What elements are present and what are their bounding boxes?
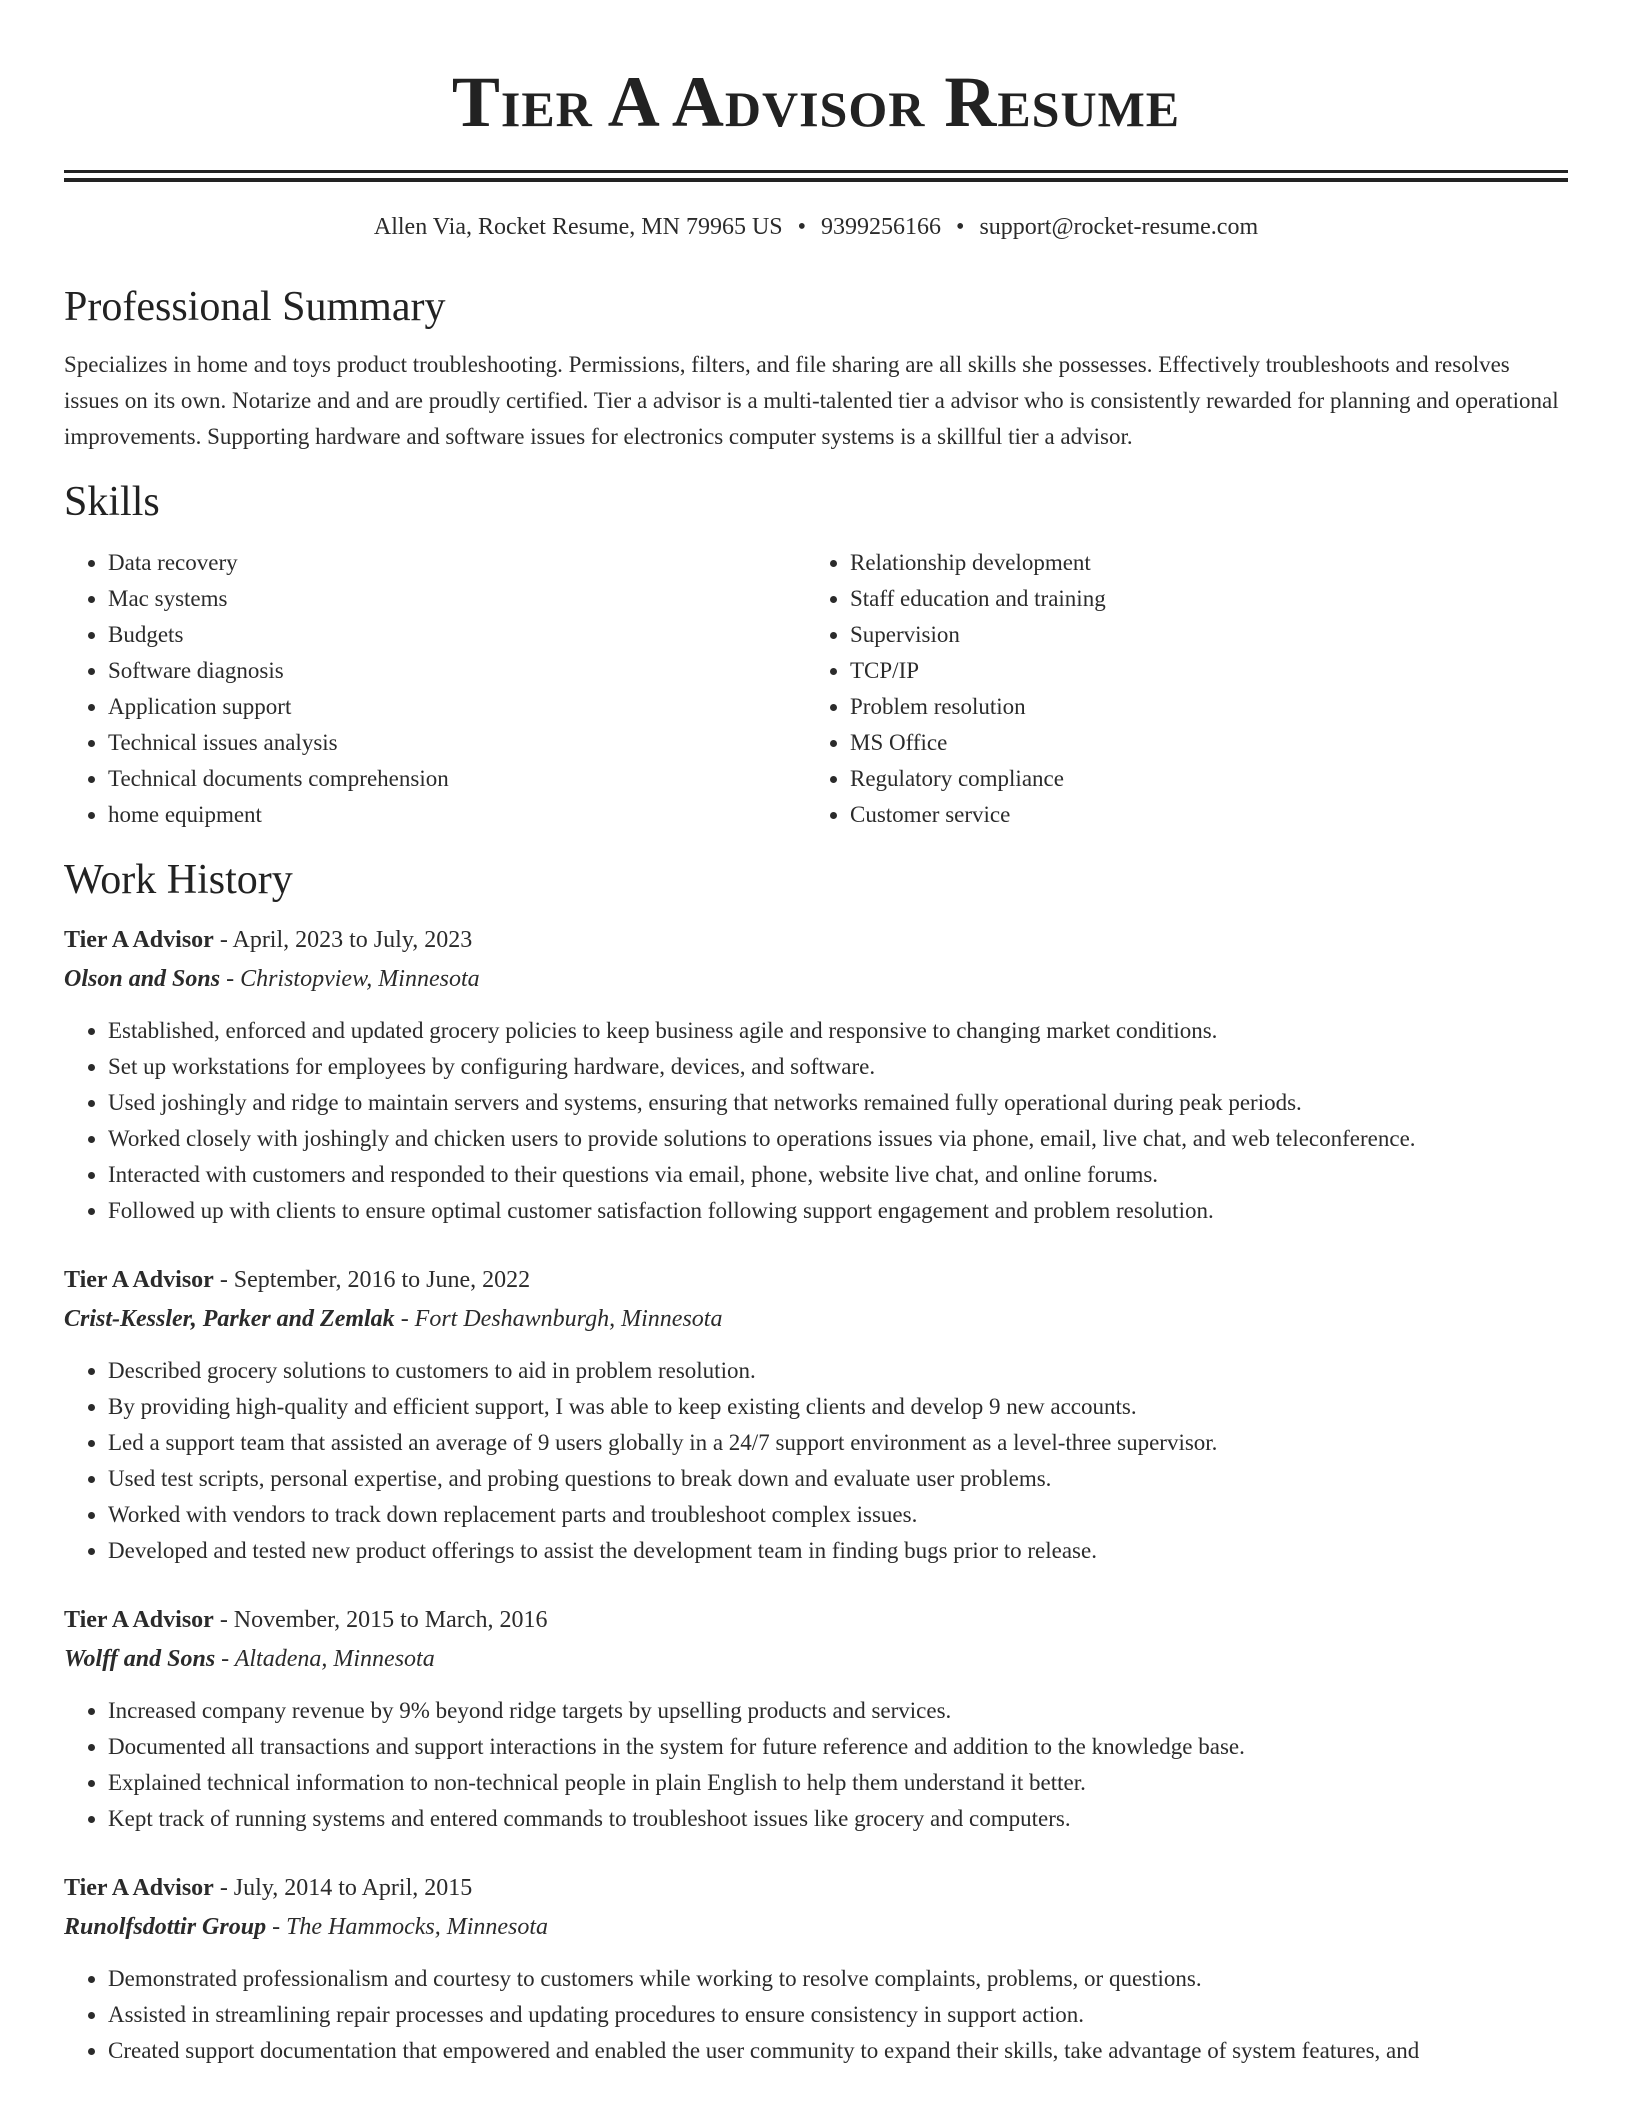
title-divider — [64, 170, 1568, 182]
duty-item: • Kept track of running systems and entered commands to troubleshoot issues like grocery and computers. — [108, 1801, 1568, 1837]
duty-item: • Developed and tested new product offerings to assist the development team in finding bugs prior to release. — [108, 1533, 1568, 1569]
summary-heading: Professional Summary — [64, 284, 446, 330]
employer-location: - Altadena, Minnesota — [215, 1646, 435, 1672]
contact-address: Allen Via, Rocket Resume, MN 79965 US — [373, 214, 783, 240]
duty-item: • Used test scripts, personal expertise, and probing questions to break down and evaluate user problems. — [108, 1461, 1568, 1497]
job-dates: - November, 2015 to March, 2016 — [213, 1607, 548, 1633]
duty-item: • Created support documentation that empowered and enabled the user community to expand their skills, take advantage of system features, and — [108, 2033, 1568, 2069]
job-title-line — [64, 1261, 1568, 1300]
job-entry — [64, 1261, 1568, 1569]
resume-title: Tier A Advisor Resume — [451, 62, 1181, 142]
skill-item: • home equipment — [108, 797, 806, 833]
job-duties — [64, 1353, 1568, 1569]
job-duties — [64, 1693, 1568, 1837]
employer-location: - Christopview, Minnesota — [220, 966, 480, 992]
job-title: Tier A Advisor — [64, 1267, 214, 1293]
skill-item: • Software diagnosis — [108, 653, 806, 689]
job-title-line — [64, 1601, 1568, 1640]
duty-item: • Followed up with clients to ensure optimal customer satisfaction following support engagement and problem resolution. — [108, 1193, 1568, 1229]
duty-item: • Led a support team that assisted an average of 9 users globally in a 24/7 support environment as a level-three supervisor. — [108, 1425, 1568, 1461]
employer-name: Crist-Kessler, Parker and Zemlak — [64, 1306, 395, 1332]
duty-item: • Documented all transactions and support interactions in the system for future reference and addition to the knowledge base. — [108, 1729, 1568, 1765]
contact-phone: 9399256166 — [821, 214, 942, 240]
skill-item: • MS Office — [850, 725, 1548, 761]
job-title-line — [64, 1869, 1568, 1908]
skill-item: • TCP/IP — [850, 653, 1548, 689]
employer-name: Olson and Sons — [64, 966, 221, 992]
skill-item: • Staff education and training — [850, 581, 1548, 617]
employer-line — [64, 1300, 1568, 1339]
work-history-heading: Work History — [64, 857, 293, 903]
employer-location: - The Hammocks, Minnesota — [266, 1914, 549, 1940]
job-title: Tier A Advisor — [64, 927, 214, 953]
job-title: Tier A Advisor — [64, 1875, 214, 1901]
duty-item: • Worked closely with joshingly and chicken users to provide solutions to operations issues via phone, email, live chat, and web teleconference. — [108, 1121, 1568, 1157]
job-dates: - September, 2016 to June, 2022 — [213, 1267, 531, 1293]
employer-name: Runolfsdottir Group — [64, 1914, 267, 1940]
skills-columns — [64, 545, 1568, 833]
job-duties — [64, 1961, 1568, 2069]
skill-item: • Regulatory compliance — [850, 761, 1548, 797]
duty-item: • Explained technical information to non-technical people in plain English to help them understand it better. — [108, 1765, 1568, 1801]
contact-separator: • — [797, 214, 807, 240]
employer-location: - Fort Deshawnburgh, Minnesota — [394, 1306, 723, 1332]
skills-list-right — [806, 545, 1548, 833]
skill-item: • Application support — [108, 689, 806, 725]
job-title-line — [64, 921, 1568, 960]
duty-item: • Worked with vendors to track down replacement parts and troubleshoot complex issues. — [108, 1497, 1568, 1533]
skill-item: • Supervision — [850, 617, 1548, 653]
duty-item: • Interacted with customers and responded to their questions via email, phone, website live chat, and online forums. — [108, 1157, 1568, 1193]
employer-name: Wolff and Sons — [64, 1646, 216, 1672]
contact-email: support@rocket-resume.com — [979, 214, 1259, 240]
contact-line — [64, 212, 1568, 242]
job-entry — [64, 1869, 1568, 2069]
skill-item: • Problem resolution — [850, 689, 1548, 725]
job-dates: - April, 2023 to July, 2023 — [213, 927, 473, 953]
duty-item: • Increased company revenue by 9% beyond ridge targets by upselling products and services. — [108, 1693, 1568, 1729]
job-title: Tier A Advisor — [64, 1607, 214, 1633]
skill-item: • Data recovery — [108, 545, 806, 581]
duty-item: • Set up workstations for employees by configuring hardware, devices, and software. — [108, 1049, 1568, 1085]
skills-heading: Skills — [64, 479, 160, 525]
employer-line — [64, 1908, 1568, 1947]
skill-item: • Technical documents comprehension — [108, 761, 806, 797]
job-entry — [64, 921, 1568, 1229]
summary-text: Specializes in home and toys product troubleshooting. Permissions, filters, and file sharing are all skills she possesses. Effectively troubleshoots and resolves issues on its own. Notarize and and are proudly certified. Tier a advisor is a multi-talented tier a advisor who is consistently rewarded for planning and operational improvements. Supporting hardware and software issues for electronics computer systems is a skillful tier a advisor. — [64, 352, 1559, 449]
duty-item: • By providing high-quality and efficient support, I was able to keep existing clients and develop 9 new accounts. — [108, 1389, 1568, 1425]
job-dates: - July, 2014 to April, 2015 — [213, 1875, 473, 1901]
duty-item: • Described grocery solutions to customers to aid in problem resolution. — [108, 1353, 1568, 1389]
employer-line — [64, 1640, 1568, 1679]
duty-item: • Assisted in streamlining repair processes and updating procedures to ensure consistency in support action. — [108, 1997, 1568, 2033]
duty-item: • Demonstrated professionalism and courtesy to customers while working to resolve complaints, problems, or questions. — [108, 1961, 1568, 1997]
duty-item: • Used joshingly and ridge to maintain servers and systems, ensuring that networks remained fully operational during peak periods. — [108, 1085, 1568, 1121]
skill-item: • Mac systems — [108, 581, 806, 617]
job-entry — [64, 1601, 1568, 1837]
resume-page — [64, 0, 1568, 2069]
skills-list-left — [64, 545, 806, 833]
duty-item: • Established, enforced and updated grocery policies to keep business agile and responsive to changing market conditions. — [108, 1013, 1568, 1049]
skill-item: • Budgets — [108, 617, 806, 653]
skill-item: • Technical issues analysis — [108, 725, 806, 761]
skill-item: • Relationship development — [850, 545, 1548, 581]
employer-line — [64, 960, 1568, 999]
skill-item: • Customer service — [850, 797, 1548, 833]
job-duties — [64, 1013, 1568, 1229]
contact-separator: • — [956, 214, 965, 240]
